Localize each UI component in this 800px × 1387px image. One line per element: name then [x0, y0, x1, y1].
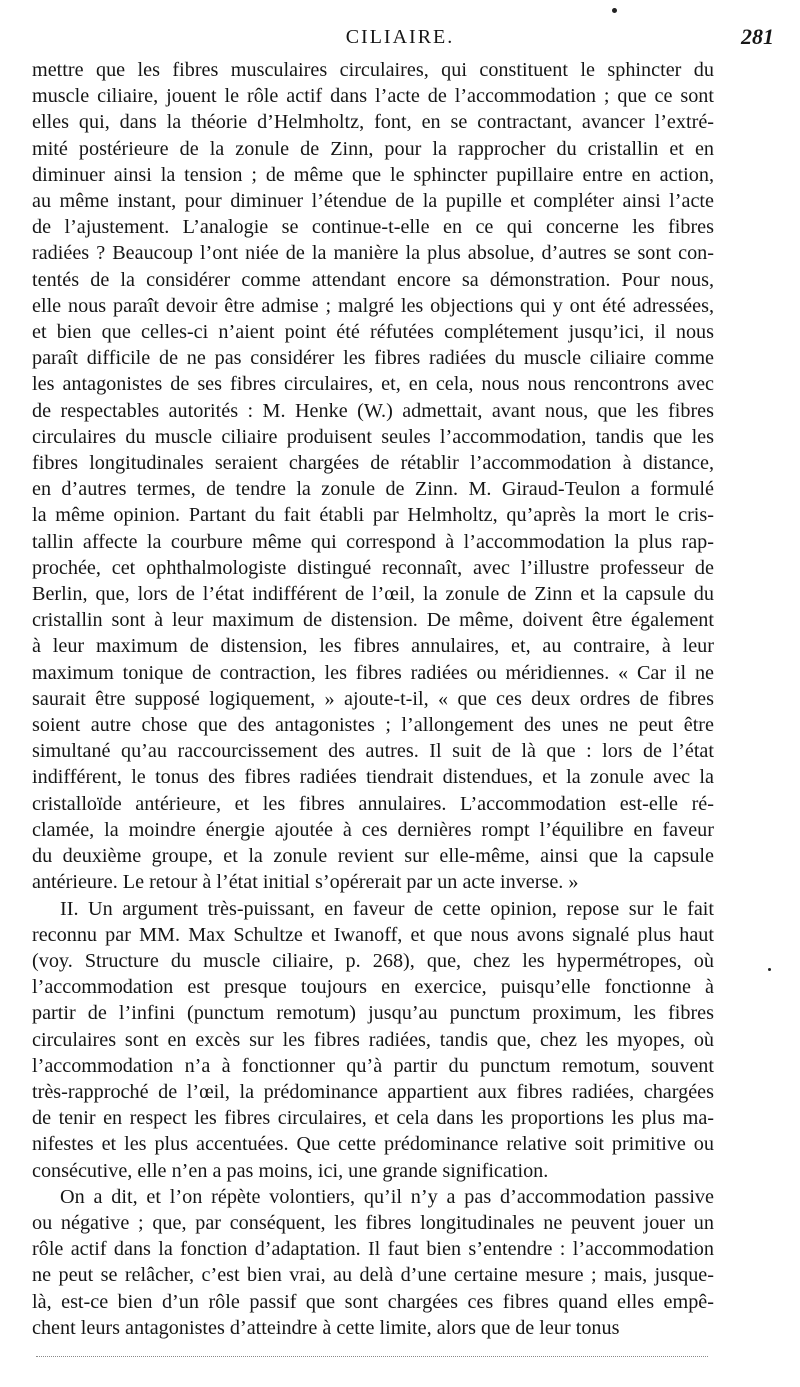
- text-line: elles qui, dans la théorie d’Helmholtz, font, en se contractant, avancer l’extré-: [32, 111, 714, 134]
- text-line: tentés de la considérer comme attendant encore sa démonstration. Pour nous,: [32, 268, 714, 291]
- text-line: les antagonistes de ses fibres circulaires, et, en cela, nous nous rencontrons avec: [32, 373, 714, 396]
- page-number: 281: [741, 24, 774, 49]
- text-line: muscle ciliaire, jouent le rôle actif dans l’acte de l’accommodation ; que ce sont: [32, 85, 714, 108]
- text-line: maximum tonique de contraction, les fibres radiées ou méridiennes. « Car il ne: [32, 661, 714, 684]
- text-line: reconnu par MM. Max Schultze et Iwanoff, et que nous avons signalé plus haut: [32, 923, 714, 946]
- text-line: elle nous paraît devoir être admise ; malgré les objections qui y ont été adressées,: [32, 294, 714, 317]
- text-line: ou négative ; que, par conséquent, les fibres longitudinales ne peuvent jouer un: [32, 1211, 714, 1234]
- text-line: consécutive, elle n’en a pas moins, ici, une grande signification.: [32, 1159, 549, 1182]
- text-line: et bien que celles-ci n’aient point été réfutées complétement jusqu’ici, il nous: [32, 321, 714, 344]
- text-line: circulaires du muscle ciliaire produisent seules l’accommodation, tandis que les: [32, 425, 714, 448]
- page-header: [0, 22, 800, 52]
- text-line: la même opinion. Partant du fait établi par Helmholtz, qu’après la mort le cris-: [32, 504, 714, 527]
- text-line: partir de l’infini (punctum remotum) jusqu’au punctum proximum, les fibres: [32, 1002, 714, 1025]
- text-line: de tenir en respect les fibres circulaires, et cela dans les proportions les plus ma-: [32, 1107, 714, 1130]
- text-line: prochée, cet ophthalmologiste distingué reconnaît, avec l’illustre professeur de: [32, 556, 714, 579]
- text-line: paraît difficile de ne pas considérer les fibres radiées du muscle ciliaire comme: [32, 347, 714, 370]
- text-line: cristallin sont à leur maximum de distension. De même, doivent être également: [32, 609, 714, 632]
- text-line: très-rapproché de l’œil, la prédominance appartient aux fibres radiées, chargées: [32, 1080, 714, 1103]
- text-line: du deuxième groupe, et la zonule revient sur elle-même, ainsi que la capsule: [32, 845, 714, 868]
- text-line: diminuer ainsi la tension ; de même que le sphincter pupillaire entre en action,: [32, 163, 714, 186]
- running-head: CILIAIRE.: [345, 26, 455, 48]
- body-text: [32, 57, 714, 1341]
- text-line: rôle actif dans la fonction d’adaptation. Il faut bien s’entendre : l’accommodation: [32, 1238, 714, 1261]
- text-line: chent leurs antagonistes d’atteindre à cette limite, alors que de leur tonus: [32, 1316, 620, 1339]
- text-line: de respectables autorités : M. Henke (W.) admettait, avant nous, que les fibres: [32, 399, 714, 422]
- text-line: là, est-ce bien d’un rôle passif que sont chargées ces fibres quand elles empê-: [32, 1290, 714, 1313]
- ink-speck: [612, 8, 617, 13]
- text-line: fibres longitudinales seraient chargées de rétablir l’accommodation à distance,: [32, 452, 714, 475]
- text-line: indifférent, le tonus des fibres radiées tiendrait distendues, et la zonule avec la: [32, 766, 714, 789]
- text-line: en d’autres termes, de tendre la zonule de Zinn. M. Giraud-Teulon a formulé: [32, 478, 714, 501]
- text-line: radiées ? Beaucoup l’ont niée de la manière la plus absolue, d’autres se sont con-: [32, 242, 714, 265]
- ink-speck: [768, 968, 771, 971]
- text-line: l’accommodation est presque toujours en exercice, puisqu’elle fonctionne à: [32, 976, 714, 999]
- text-line: au même instant, pour diminuer l’étendue de la pupille et compléter ainsi l’acte: [32, 190, 714, 213]
- text-line: simultané qu’au raccourcissement des autres. Il suit de là que : lors de l’état: [32, 740, 714, 763]
- text-line: saurait être supposé logiquement, » ajoute-t-il, « que ces deux ordres de fibres: [32, 687, 714, 710]
- text-line: ne peut se relâcher, c’est bien vrai, au delà d’une certaine mesure ; mais, jusque-: [32, 1264, 714, 1287]
- text-line: II. Un argument très-puissant, en faveur de cette opinion, repose sur le fait: [60, 897, 714, 920]
- text-line: Berlin, que, lors de l’état indifférent de l’œil, la zonule de Zinn et la capsule du: [32, 583, 714, 606]
- text-line: cristalloïde antérieure, et les fibres annulaires. L’accommodation est-elle ré-: [32, 792, 714, 815]
- text-line: soient autre chose que des antagonistes ; l’allongement des unes ne peut être: [32, 714, 714, 737]
- text-line: circulaires sont en excès sur les fibres radiées, tandis que, chez les myopes, où: [32, 1028, 714, 1051]
- text-line: de l’ajustement. L’analogie se continue-t-elle en ce qui concerne les fibres: [32, 216, 714, 239]
- text-line: On a dit, et l’on répète volontiers, qu’il n’y a pas d’accommodation passive: [60, 1185, 714, 1208]
- text-line: tallin affecte la courbure même qui correspond à l’accommodation la plus rap-: [32, 530, 714, 553]
- text-line: clamée, la moindre énergie ajoutée à ces dernières rompt l’équilibre en faveur: [32, 818, 714, 841]
- text-line: (voy. Structure du muscle ciliaire, p. 268), que, chez les hypermétropes, où: [32, 949, 714, 972]
- text-line: nifestes et les plus accentuées. Que cette prédominance relative soit primitive ou: [32, 1133, 714, 1156]
- footer-rule: [36, 1356, 708, 1357]
- text-line: antérieure. Le retour à l’état initial s’opérerait par un acte inverse. »: [32, 871, 579, 894]
- text-line: l’accommodation n’a à fonctionner qu’à partir du punctum remotum, souvent: [32, 1054, 714, 1077]
- text-line: mité postérieure de la zonule de Zinn, pour la rapprocher du cristallin et en: [32, 137, 714, 160]
- text-line: mettre que les fibres musculaires circulaires, qui constituent le sphincter du: [32, 59, 714, 81]
- text-line: à leur maximum de distension, les fibres annulaires, et, au contraire, à leur: [32, 635, 714, 658]
